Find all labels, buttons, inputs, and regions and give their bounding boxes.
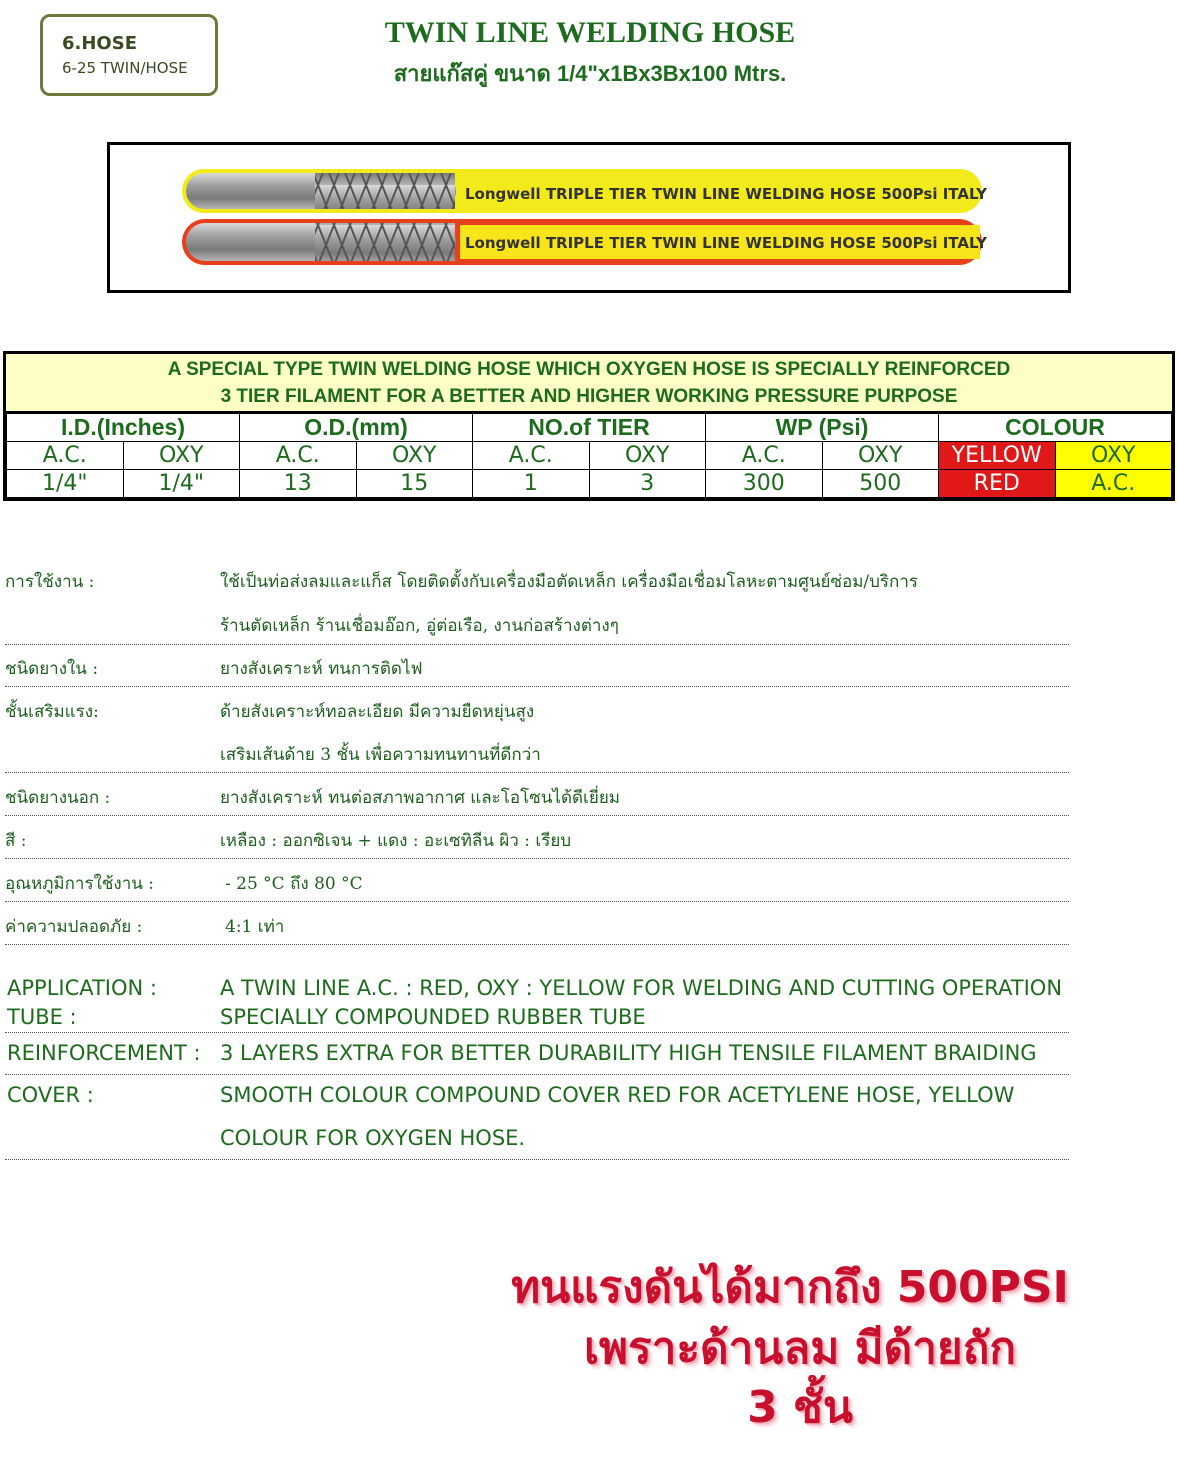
colour-ac-cell: A.C.: [1055, 470, 1172, 498]
page-title: TWIN LINE WELDING HOSE: [384, 16, 796, 49]
oxygen-hose-yellow: [182, 169, 988, 213]
eng-application-value: A TWIN LINE A.C. : RED, OXY : YELLOW FOR WELDING AND CUTTING OPERATION: [220, 976, 1063, 1000]
divider: [5, 901, 1069, 902]
promo-line3: 3 ชั้น: [747, 1382, 853, 1433]
divider: [5, 1032, 1069, 1033]
thai-inner-value: ยางสังเคราะห์ ทนการติดไฟ: [220, 659, 423, 679]
divider: [5, 1159, 1069, 1160]
thai-temp-value: - 25 °C ถึง 80 °C: [225, 874, 363, 894]
table-cell: 3: [589, 470, 706, 498]
eng-reinforcement-value: 3 LAYERS EXTRA FOR BETTER DURABILITY HIGH TENSILE FILAMENT BRAIDING: [220, 1041, 1037, 1065]
col-colour: COLOUR: [939, 414, 1172, 442]
table-cell: 1: [473, 470, 590, 498]
promo-line2: เพราะด้านลม มีด้ายถัก: [583, 1323, 1016, 1374]
eng-application-label: APPLICATION :: [7, 976, 157, 1000]
page-subtitle-thai: สายแก๊สคู่ ขนาด 1/4"x1Bx3Bx100 Mtrs.: [393, 61, 787, 86]
col-id: I.D.(Inches): [7, 414, 240, 442]
col-od: O.D.(mm): [240, 414, 473, 442]
table-cell: 1/4": [7, 470, 124, 498]
table-cell: 15: [356, 470, 473, 498]
thai-usage-label: การใช้งาน :: [5, 572, 95, 592]
table-cell: A.C.: [240, 442, 357, 470]
product-code: 6.HOSE: [62, 33, 137, 54]
spec-subheader-row: [7, 442, 1172, 470]
hose-print-bottom: Longwell TRIPLE TIER TWIN LINE WELDING HOSE 500Psi ITALY: [465, 234, 988, 252]
promo-line1: ทนแรงดันได้มากถึง 500PSI: [511, 1262, 1069, 1313]
spec-heading-line2: 3 TIER FILAMENT FOR A BETTER AND HIGHER WORKING PRESSURE PURPOSE: [220, 386, 958, 407]
table-cell: OXY: [356, 442, 473, 470]
table-cell: 13: [240, 470, 357, 498]
table-cell: 1/4": [123, 470, 240, 498]
divider: [5, 815, 1069, 816]
hose-image-frame: [107, 142, 1071, 293]
spec-table: [3, 351, 1175, 501]
spec-header-row: [7, 414, 1172, 442]
divider: [5, 858, 1069, 859]
thai-outer-value: ยางสังเคราะห์ ทนต่อสภาพอากาศ และโอโซนได้ดีเยี่ยม: [220, 788, 620, 808]
twin-hose-illustration: [110, 145, 1068, 290]
divider: [5, 1074, 1069, 1075]
table-cell: A.C.: [7, 442, 124, 470]
table-cell: OXY: [123, 442, 240, 470]
colour-yellow-cell: YELLOW: [939, 442, 1056, 470]
table-cell: OXY: [822, 442, 939, 470]
divider: [5, 644, 1069, 645]
thai-temp-label: อุณหภูมิการใช้งาน :: [5, 874, 155, 894]
table-cell: A.C.: [706, 442, 823, 470]
thai-color-value: เหลือง : ออกซิเจน + แดง : อะเซทิลีน ผิว : เรียบ: [220, 831, 572, 851]
spec-heading-line1: A SPECIAL TYPE TWIN WELDING HOSE WHICH OXYGEN HOSE IS SPECIALLY REINFORCED: [167, 359, 1011, 380]
thai-reinf-line1: ด้ายสังเคราะห์ทอละเอียด มีความยืดหยุ่นสูง: [220, 702, 535, 722]
divider: [5, 686, 1069, 687]
thai-reinf-label: ชั้นเสริมแรง:: [5, 702, 99, 722]
spec-value-row: [7, 470, 1172, 498]
hose-print-top: Longwell TRIPLE TIER TWIN LINE WELDING HOSE 500Psi ITALY: [465, 185, 988, 203]
eng-tube-value: SPECIALLY COMPOUNDED RUBBER TUBE: [220, 1005, 646, 1029]
acetylene-hose-red: [182, 219, 988, 265]
product-subcode: 6-25 TWIN/HOSE: [62, 59, 188, 77]
table-cell: OXY: [589, 442, 706, 470]
colour-red-cell: RED: [939, 470, 1056, 498]
product-code-badge: [40, 14, 218, 96]
thai-reinf-line2: เสริมเส้นด้าย 3 ชั้น เพื่อความทนทานที่ดีกว่า: [220, 745, 541, 765]
divider: [5, 772, 1069, 773]
thai-safety-label: ค่าความปลอดภัย :: [5, 917, 143, 937]
eng-cover-label: COVER :: [7, 1083, 94, 1107]
table-cell: 300: [706, 470, 823, 498]
thai-usage-line1: ใช้เป็นท่อส่งลมและแก็ส โดยติดตั้งกับเครื่องมือตัดเหล็ก เครื่องมือเชื่อมโลหะตามศูนย์ซ่อม/บริการ: [220, 572, 919, 592]
thai-usage-line2: ร้านตัดเหล็ก ร้านเชื่อมอ๊อก, อู่ต่อเรือ, งานก่อสร้างต่างๆ: [220, 616, 619, 636]
table-cell: A.C.: [473, 442, 590, 470]
thai-outer-label: ชนิดยางนอก :: [5, 788, 111, 808]
table-cell: 500: [822, 470, 939, 498]
thai-safety-value: 4:1 เท่า: [225, 917, 285, 937]
eng-cover-line2: COLOUR FOR OXYGEN HOSE.: [220, 1126, 526, 1150]
eng-cover-line1: SMOOTH COLOUR COMPOUND COVER RED FOR ACETYLENE HOSE, YELLOW: [220, 1083, 1015, 1107]
colour-oxy-cell: OXY: [1055, 442, 1172, 470]
col-wp: WP (Psi): [706, 414, 939, 442]
thai-color-label: สี :: [5, 831, 27, 851]
spec-heading: [6, 354, 1172, 413]
eng-tube-label: TUBE :: [7, 1005, 77, 1029]
col-tier: NO.of TIER: [473, 414, 706, 442]
thai-inner-label: ชนิดยางใน :: [5, 659, 99, 679]
eng-reinforcement-label: REINFORCEMENT :: [7, 1041, 201, 1065]
divider: [5, 944, 1069, 945]
